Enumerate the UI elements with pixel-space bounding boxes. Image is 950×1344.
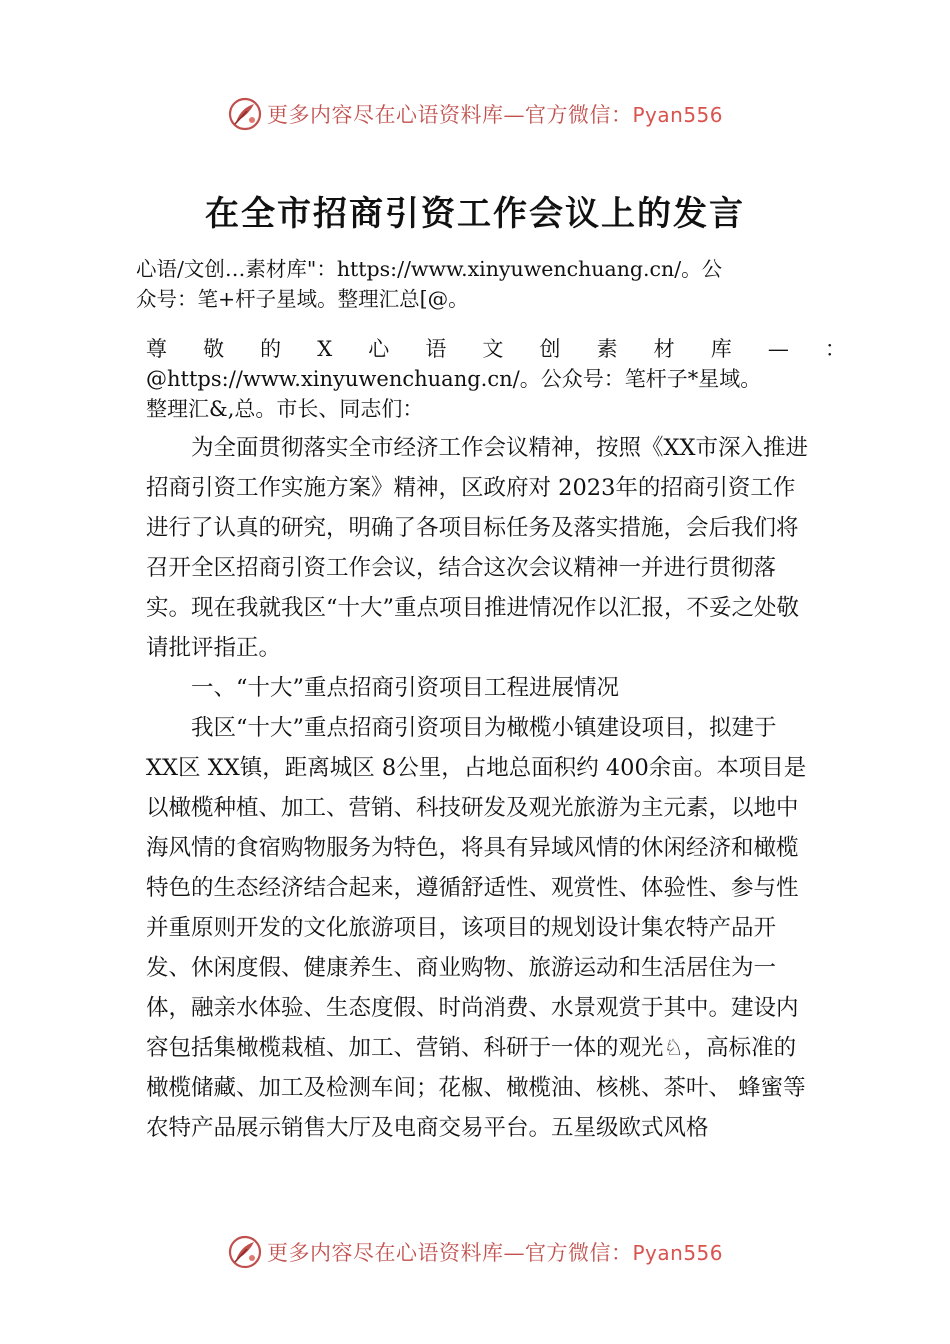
sal-token: 敬 xyxy=(203,337,225,361)
salutation-line-1 xyxy=(146,334,846,364)
sal-token: 的 xyxy=(260,337,282,361)
paragraph-intro: 为全面贯彻落实全市经济工作会议精神，按照《XX市深入推进招商引资工作实施方案》精神，区政府对 2023年的招商引资工作进行了认真的研究，明确了各项目标任务及落实措施，会后我们将召开全区招商引资工作会议，结合这次会议精神一并进行贯彻落实。现在我就我区“十大”重点项目推进情况作以汇报，不妥之处敬请批评指正。 xyxy=(146,435,809,661)
sal-token: X xyxy=(317,337,333,361)
quill-logo-icon xyxy=(227,1234,263,1270)
sal-token: 材 xyxy=(653,337,675,361)
footer-banner xyxy=(0,1230,950,1274)
source-note xyxy=(136,254,836,314)
wechat-id: Pyan556 xyxy=(632,103,723,127)
banner-text: 更多内容尽在心语资料库—官方微信：Pyan556 xyxy=(266,103,723,127)
header-banner xyxy=(0,92,950,136)
sal-token: 文 xyxy=(482,337,504,361)
sal-token: 创 xyxy=(539,337,561,361)
wechat-id: Pyan556 xyxy=(632,1241,723,1265)
source-line-1: 心语/文创…素材库"：https://www.xinyuwenchuang.cn/。公 xyxy=(136,257,723,281)
quill-logo-icon xyxy=(227,96,263,132)
salutation-line-2: @https://www.xinyuwenchuang.cn/。公众号：笔杆子*星域。 xyxy=(146,367,762,391)
sal-token: — xyxy=(767,337,789,361)
sal-token: 素 xyxy=(596,337,618,361)
sal-token: ： xyxy=(824,337,846,361)
sal-token: 语 xyxy=(425,337,447,361)
salutation-line-3: 整理汇&,总。市长、同志们： xyxy=(146,397,424,421)
sal-token: 库 xyxy=(710,337,732,361)
paragraph-project: 我区“十大”重点招商引资项目为橄榄小镇建设项目，拟建于 XX区 XX镇，距离城区 8公里，占地总面积约 400余亩。本项目是以橄榄种植、加工、营销、科技研发及观光旅游为主元素，以地中海风情的食宿购物服务为特色，将具有异域风情的休闲经济和橄榄特色的生态经济结合起来，遵循舒适性、观赏性、体验性、参与性并重原则开发的文化旅游项目，该项目的规划设计集农特产品开发、休闲度假、健康养生、商业购物、旅游运动和生活居住为一体，融亲水体验、生态度假、时尚消费、水景观赏于其中。建设内容包括集橄榄栽植、加工、营销、科研于一体的观光♘，高标准的橄榄储藏、加工及检测车间；花椒、橄榄油、核桃、茶叶、 蜂蜜等农特产品展示销售大厅及电商交易平台。五星级欧式风格 xyxy=(146,715,807,1141)
document-body xyxy=(146,428,814,1148)
banner-text: 更多内容尽在心语资料库—官方微信：Pyan556 xyxy=(266,1241,723,1265)
source-line-2: 众号：笔+杆子星域。整理汇总[@。 xyxy=(136,287,469,311)
sal-token: 心 xyxy=(368,337,390,361)
sal-token: 尊 xyxy=(146,337,167,361)
document-title: 在全市招商引资工作会议上的发言 xyxy=(205,194,745,234)
section-heading: 一、“十大”重点招商引资项目工程进展情况 xyxy=(191,675,620,701)
salutation xyxy=(146,334,846,424)
